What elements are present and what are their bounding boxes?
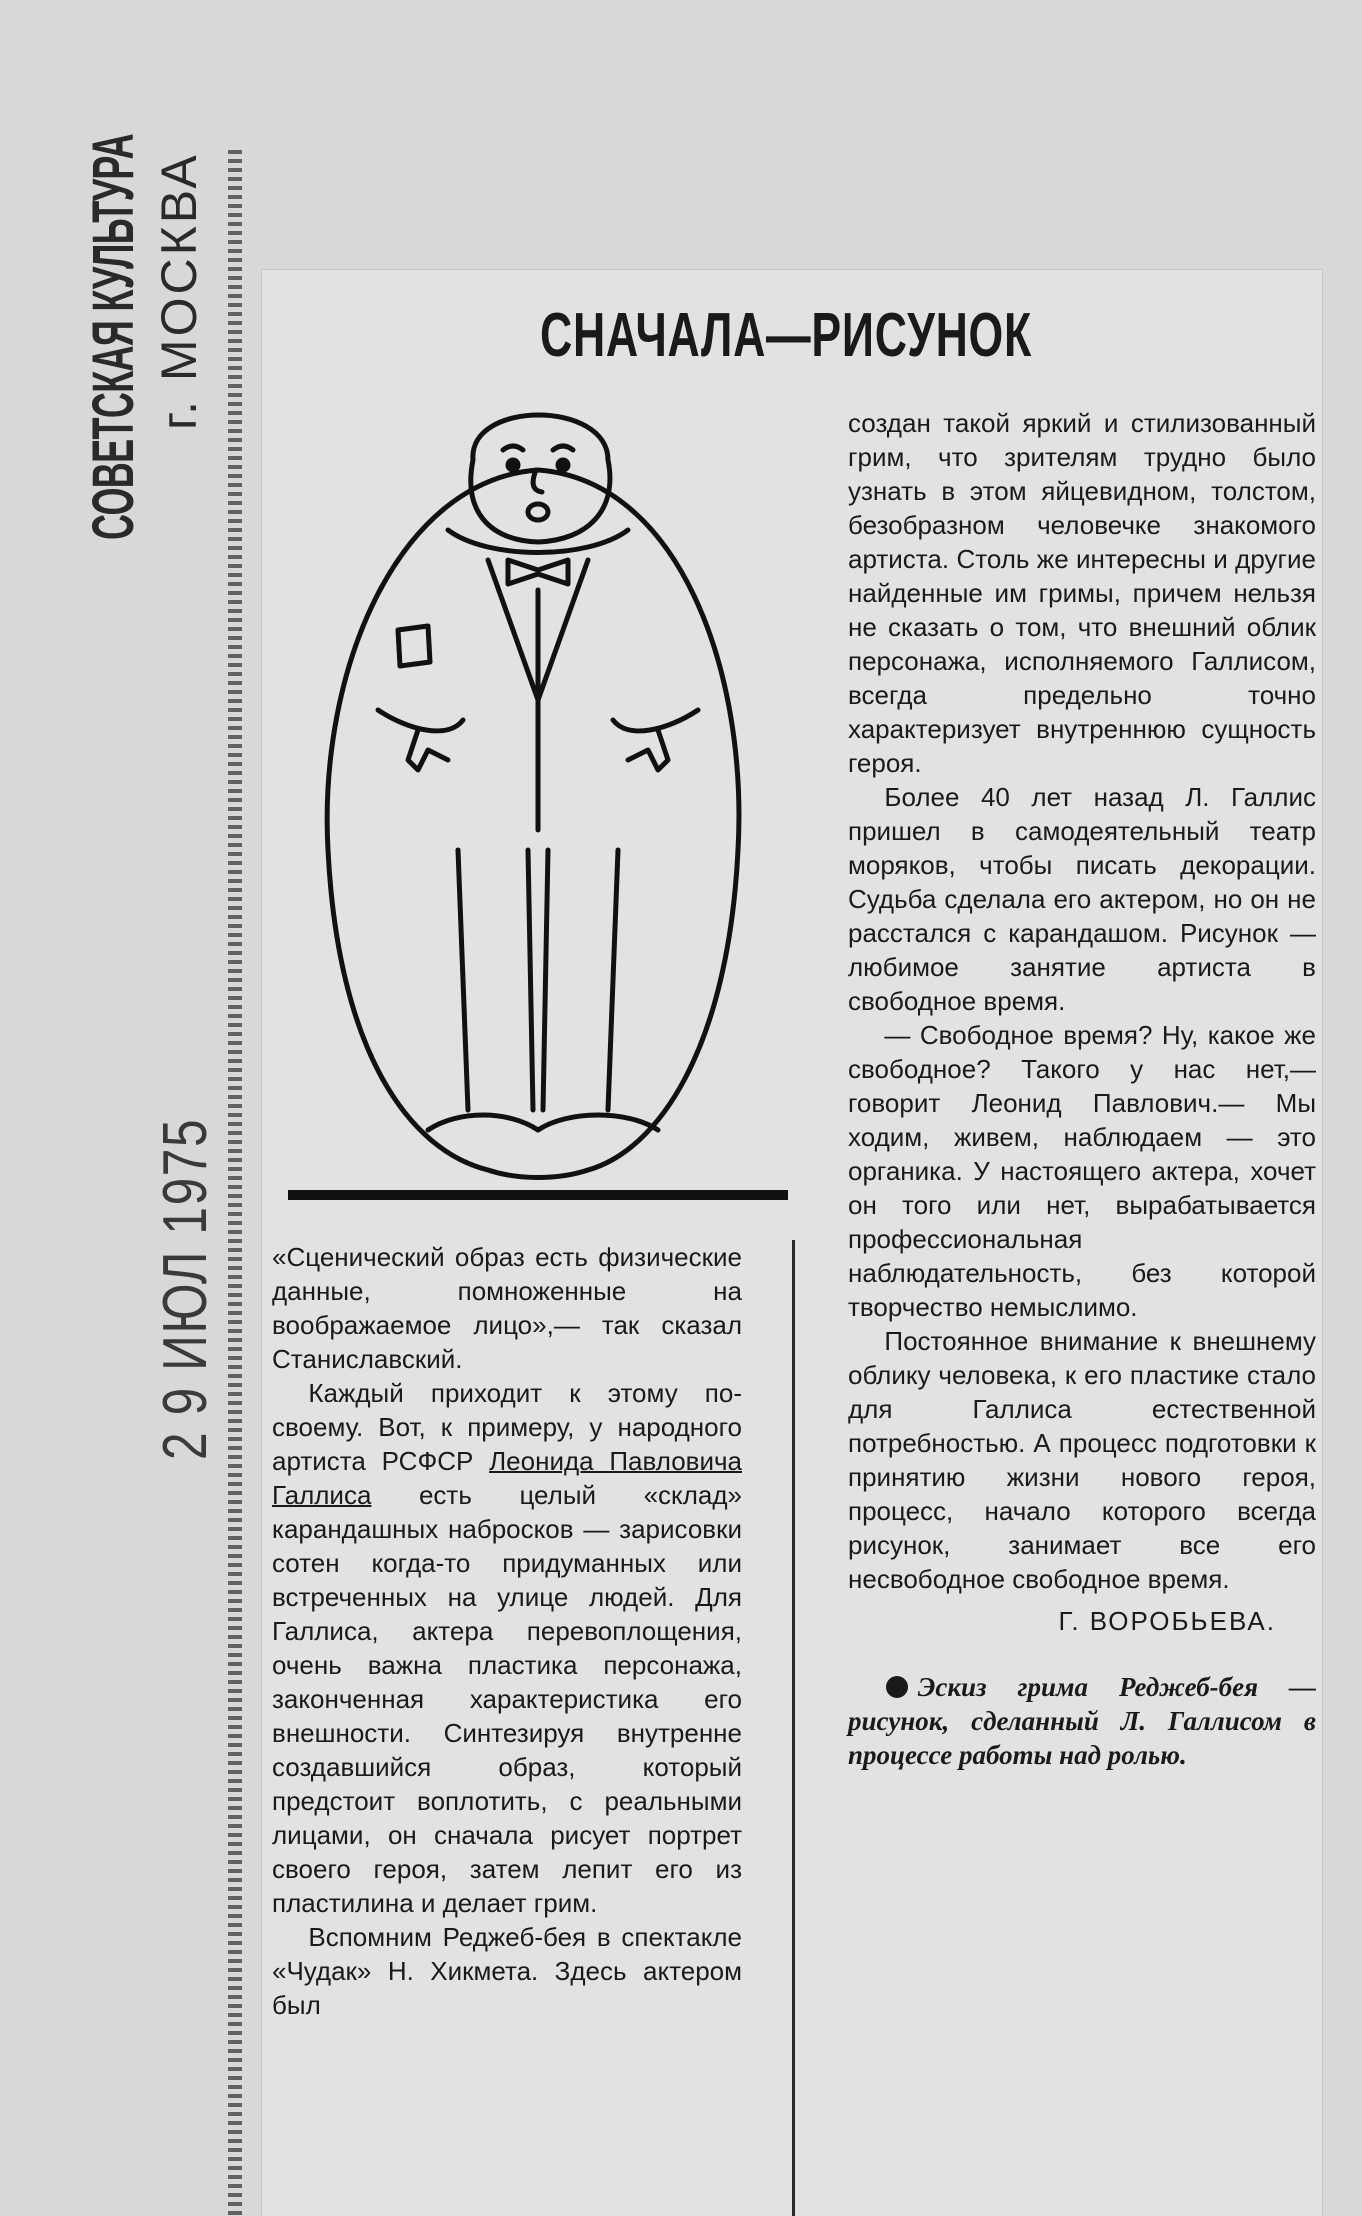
- text-segment: Каждый приходит к этому по-своему. Вот, к примеру, у народного артиста РСФСР: [272, 1378, 742, 1476]
- paragraph-interview: — Свободное время? Ну, какое же свободное? Такого у нас нет,— говорит Леонид Павлович.— Мы ходим, живем, наблюдаем — это органика. У настоящего актера, хочет он того или нет, вырабатывается профессиональная наблюдательность, без которой творчество немыслимо.: [848, 1020, 1316, 1322]
- author-byline: Г. ВОРОБЬЕВА.: [1058, 1606, 1276, 1636]
- paragraph-continuation: создан такой яркий и стилизованный грим, что зрителям трудно было узнать в этом яйцевидном, толстом, безобразном человечке знакомого артиста. Столь же интересны и другие найденные им гримы, причем нельзя не сказать о том, что внешний облик персонажа, исполняемого Галлисом, всегда предельно точно характеризует внутреннюю сущность героя.: [848, 408, 1316, 778]
- bullet-icon: [886, 1676, 908, 1698]
- city-stamp: г. МОСКВА: [151, 152, 207, 430]
- paragraph-redzheb: Вспомним Реджеб-бея в спектакле «Чудак» Н. Хикмета. Здесь актером был: [272, 1922, 742, 2020]
- date-stamp: 2 9 ИЮЛ 1975: [151, 1117, 220, 1460]
- perforated-edge: [228, 150, 242, 2216]
- publication-stamp: СОВЕТСКАЯ КУЛЬТУРА: [81, 134, 146, 540]
- paragraph-history: Более 40 лет назад Л. Галлис пришел в самодеятельный театр моряков, чтобы писать декорации. Судьба сделала его актером, но он не расстался с карандашом. Рисунок — любимое занятие артиста в свободное время.: [848, 782, 1316, 1016]
- caption-text: Эскиз грима Реджеб-бея — рисунок, сделанный Л. Галлисом в процессе работы над ролью.: [848, 1672, 1316, 1770]
- paragraph-conclusion: Постоянное внимание к внешнему облику человека, к его пластике стало для Галлиса естественной потребностью. А процесс подготовки к принятию жизни нового героя, процесс, начало которого всегда рисунок, занимает все его несвободное свободное время.: [848, 1326, 1316, 1594]
- underlined-name: Леонида Павловича Галлиса: [272, 1446, 742, 1510]
- article-title: СНАЧАЛА—РИСУНОК: [540, 301, 1032, 370]
- illustration-caption: [848, 1670, 1316, 1772]
- paragraph-gallis: [272, 1376, 742, 1920]
- text-segment: есть целый «склад» карандашных набросков — зарисовки сотен когда-то придуманных или встреченных на улице людей. Для Галлиса, актера перевоплощения, очень важна пластика персонажа, законченная характеристика его внешности. Синтезируя внутренне создавшийся образ, который предстоит воплотить, с реальными лицами, он сначала рисует портрет своего героя, затем лепит его из пластилина и делает грим.: [272, 1480, 742, 1918]
- caricature-illustration: [288, 410, 788, 1210]
- right-column: [848, 406, 1316, 1772]
- paragraph-quote: «Сценический образ есть физические данные, помноженные на воображаемое лицо»,— так сказал Станиславский.: [272, 1242, 742, 1374]
- left-column: [272, 1240, 742, 2022]
- column-divider: [792, 1240, 795, 2216]
